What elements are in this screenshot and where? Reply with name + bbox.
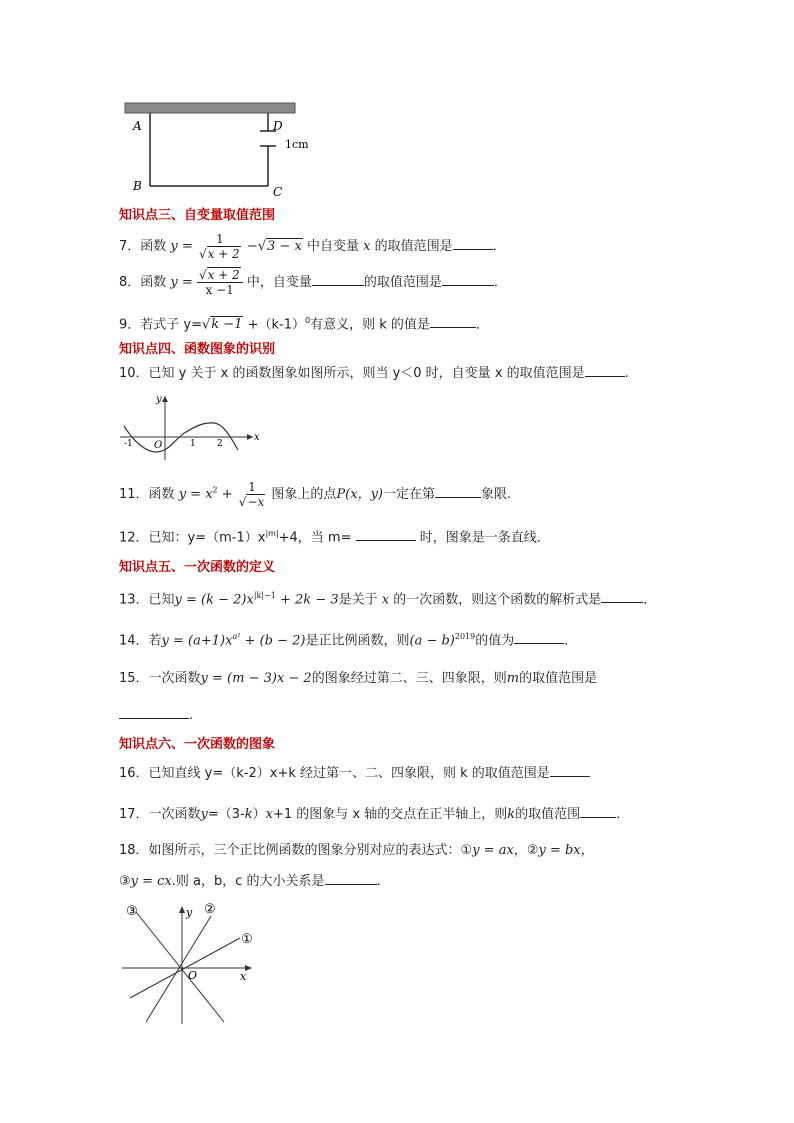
question-14 xyxy=(119,628,568,650)
q12-tail: 时，图象是一条直线． xyxy=(419,530,550,546)
answer-blank[interactable] xyxy=(430,315,476,328)
q7-var: x xyxy=(363,239,371,254)
answer-blank[interactable] xyxy=(550,764,590,777)
q15-tail: 的取值范围是 xyxy=(519,671,598,686)
answer-blank[interactable] xyxy=(119,706,189,719)
q17-text: 17．一次函数 xyxy=(119,807,201,822)
q17-mid2: ） xyxy=(252,807,266,822)
q11-num: 11．函数 xyxy=(119,487,175,502)
question-9: 9．若式子 $y=√k -1 +(k-1)^0$有意义，则 k 的值是 ． xyxy=(119,316,489,333)
q18-circle-2: ② xyxy=(526,843,539,858)
graph-label-1: ① xyxy=(241,932,253,947)
q14-tail: 的值为 xyxy=(475,633,515,649)
q13-expr: y = (k − 2)x xyxy=(174,592,254,608)
q7-frac-den: x + 2 xyxy=(207,247,240,261)
answer-blank[interactable] xyxy=(435,485,481,498)
graph-tick-m1: -1 xyxy=(124,439,133,449)
q14-end: . xyxy=(564,633,569,649)
q17-k2: k xyxy=(507,807,516,822)
q17-end: ． xyxy=(616,807,630,822)
graph-tick-1: 1 xyxy=(190,439,196,449)
answer-blank[interactable] xyxy=(580,805,616,818)
question-18-line1 xyxy=(119,842,594,860)
q17-mid: =（3- xyxy=(207,807,245,822)
q17-tail: 的取值范围 xyxy=(515,807,581,822)
graph-y-label: y xyxy=(156,394,162,405)
q9-tail: 有意义，则 k 的值是 xyxy=(310,317,430,333)
question-7: 7．函数 y = $\frac{1}{√x + 2}$ −√3 − x 中自变量 x 的取值范围是 ． xyxy=(119,232,506,261)
q15-expr: y = (m − 3)x − 2 xyxy=(200,671,312,686)
label-gap: 1cm xyxy=(285,138,309,151)
q13-var: x xyxy=(381,592,390,608)
q7-frac-num: 1 xyxy=(215,232,224,246)
label-b: B xyxy=(133,179,142,193)
graph-x-label: x xyxy=(240,970,247,983)
q14-expr2: + (b − 2) xyxy=(240,633,306,649)
q8-num: 8．函数 xyxy=(119,275,167,290)
section-title-4: 知识点四、函数图象的识别 xyxy=(119,342,276,357)
section-title-5: 知识点五、一次函数的定义 xyxy=(119,560,276,575)
q12-mid: +4，当 m= xyxy=(278,530,352,546)
q7-fraction: $\frac{1}{√x + 2}$ xyxy=(198,232,240,261)
q18-line2: .则 a，b，c 的大小关系是 xyxy=(171,874,325,889)
q7-minus: − xyxy=(246,239,258,254)
q17-y: y xyxy=(200,807,208,822)
answer-blank[interactable] xyxy=(442,273,494,286)
question-18-line2 xyxy=(119,872,381,891)
q18-end: . xyxy=(376,874,381,889)
answer-blank[interactable] xyxy=(325,872,377,885)
answer-blank[interactable] xyxy=(453,237,493,250)
q9-end: ． xyxy=(475,317,489,333)
q8-end: ． xyxy=(493,275,507,290)
q12-sup: |m| xyxy=(265,529,279,538)
q11-y: y = x xyxy=(178,487,213,502)
q14-expr3: (a − b) xyxy=(409,633,455,649)
q11-sq: 2 xyxy=(212,485,218,495)
q9-sup: 0 xyxy=(305,316,311,325)
q10-text: 10．已知 y 关于 x 的函数图象如图所示，则当 y＜0 时，自变量 x 的取值范围是 xyxy=(119,366,585,381)
q14-sup: a² xyxy=(232,632,241,641)
q18-line1: 18．如图所示，三个正比例函数的图象分别对应的表达式： xyxy=(119,843,461,858)
answer-blank[interactable] xyxy=(601,590,643,603)
question-10 xyxy=(119,364,629,383)
question-11 xyxy=(119,480,511,509)
q8-middle: 中，自变量 xyxy=(246,275,312,290)
q13-mid: 是关于 xyxy=(338,592,378,608)
q9-mid: +（k-1） xyxy=(243,317,305,333)
question-17 xyxy=(119,805,629,824)
q15-var: m xyxy=(506,671,520,686)
question-13 xyxy=(119,587,656,609)
proportional-lines-graph xyxy=(118,898,268,1028)
question-15 xyxy=(119,670,597,688)
q7-end: ． xyxy=(492,239,506,254)
label-a: A xyxy=(133,119,142,133)
q7-y: y = xyxy=(170,239,193,254)
graph-origin: O xyxy=(188,969,198,982)
q18-expr-3: y = cx xyxy=(130,874,172,889)
q18-sep: ， xyxy=(513,843,527,858)
q8-y: y = xyxy=(170,275,193,290)
q9-head: 9．若式子 y= xyxy=(119,317,202,333)
q13-num: 13．已知 xyxy=(119,592,175,608)
question-15-answer-line xyxy=(119,706,193,725)
q12-text: 12．已知：y=（m-1）x xyxy=(119,530,266,546)
q8-frac-den: x −1 xyxy=(205,283,234,297)
q17-k: k xyxy=(244,807,253,822)
q7-sqrt: 3 − x xyxy=(267,239,302,254)
q11-fraction: $\frac{1}{√-x}$ xyxy=(238,480,265,509)
q15-end: . xyxy=(189,708,194,723)
q7-num: 7．函数 xyxy=(119,239,167,254)
q13-end: ． xyxy=(643,592,657,608)
q11-tail: 一定在第 xyxy=(383,487,436,502)
q18-expr-2: y = bx xyxy=(538,843,581,858)
section-title-6: 知识点六、一次函数的图象 xyxy=(119,737,276,752)
label-c: C xyxy=(273,185,283,198)
top-bar xyxy=(125,103,295,113)
q13-tail: 的一次函数，则这个函数的解析式是 xyxy=(393,592,602,608)
question-8 xyxy=(119,268,507,297)
q11-end: 象限. xyxy=(481,487,512,502)
q11-frac-num: 1 xyxy=(248,480,256,494)
q8-fraction: $\frac{√x + 2}{x -1}$ xyxy=(197,268,243,297)
q17-x: x xyxy=(265,807,274,822)
q14-mid: 是正比例函数，则 xyxy=(305,633,410,649)
q8-frac-num: x + 2 xyxy=(207,268,240,282)
label-d: D xyxy=(273,119,283,133)
q10-end: . xyxy=(624,366,629,381)
q7-tail: 的取值范围是 xyxy=(374,239,453,254)
answer-blank[interactable] xyxy=(356,528,416,541)
graph-y-label: y xyxy=(186,906,193,919)
q11-mid: 图象上的点 xyxy=(271,487,337,502)
q14-sup2: 2019 xyxy=(454,632,476,641)
q14-num: 14．若 xyxy=(119,633,162,649)
graph-x-label: x xyxy=(254,432,260,443)
question-16 xyxy=(119,764,590,783)
q15-mid: 的图象经过第二、三、四象限，则 xyxy=(311,671,507,686)
q16-text: 16．已知直线 y=（k-2）x+k 经过第一、二、四象限，则 k 的取值范围是 xyxy=(119,766,550,781)
q7-middle: 中自变量 xyxy=(306,239,359,254)
q18-circle-3: ③ xyxy=(119,874,131,889)
question-12 xyxy=(119,525,550,547)
graph-origin: O xyxy=(154,440,163,451)
q11-frac-den: −x xyxy=(247,495,265,509)
graph-tick-2: 2 xyxy=(217,439,223,449)
function-graph-q10 xyxy=(118,392,268,462)
graph-label-2: ② xyxy=(204,902,216,917)
answer-blank[interactable] xyxy=(514,631,564,644)
q14-expr: y = (a+1)x xyxy=(161,633,233,649)
answer-blank[interactable] xyxy=(585,364,625,377)
q13-expr2: + 2k − 3 xyxy=(275,592,339,608)
circuit-figure xyxy=(120,98,320,198)
q15-num: 15．一次函数 xyxy=(119,671,201,686)
q11-plus: + xyxy=(217,487,233,502)
answer-blank[interactable] xyxy=(312,273,364,286)
q9-sqrt: k −1 xyxy=(211,317,243,333)
q13-sup: |k|−1 xyxy=(253,591,276,600)
q11-point: P(x，y) xyxy=(336,487,384,502)
q17-mid3: +1 的图象与 x 轴的交点在正半轴上，则 xyxy=(273,807,508,822)
q18-circle-1: ① xyxy=(460,843,473,858)
q18-sep2: ， xyxy=(580,843,594,858)
q8-tail: 的取值范围是 xyxy=(363,275,442,290)
q18-expr-1: y = ax xyxy=(472,843,514,858)
section-title-3: 知识点三、自变量取值范围 xyxy=(119,208,276,223)
graph-label-3: ③ xyxy=(126,904,138,919)
